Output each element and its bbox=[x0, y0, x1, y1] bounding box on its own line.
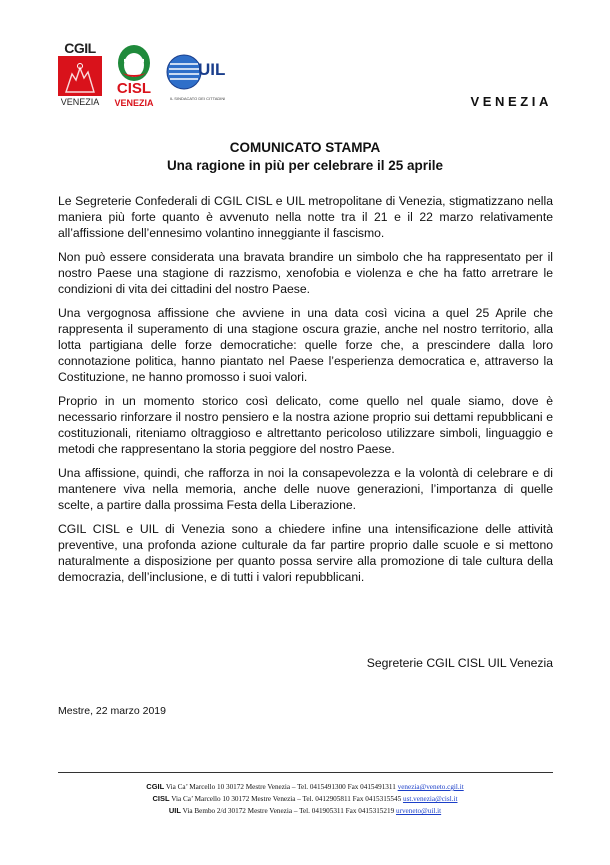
footer-org-name: CGIL bbox=[146, 782, 165, 791]
body-paragraph: CGIL CISL e UIL di Venezia sono a chiedere infine una intensificazione delle attività preventive, una profonda azione culturale da far partire proprio dalle scuole e si mettono naturalmente a disposizione per quanto possa servire alla promozione di tale cultura della democrazia, dell’inclusione, e di tutti i valori repubblicani. bbox=[58, 522, 553, 584]
footer-org-name: CISL bbox=[152, 794, 170, 803]
footer-line-cgil bbox=[0, 781, 610, 793]
uil-logo bbox=[166, 52, 244, 106]
footer-address: Via Ca’ Marcello 10 30172 Mestre Venezia – Tel. 0415491300 Fax 0415491311 bbox=[165, 783, 396, 791]
footer-contacts bbox=[0, 781, 610, 817]
document-date: Mestre, 22 marzo 2019 bbox=[58, 705, 166, 717]
cgil-logo-city: VENEZIA bbox=[60, 97, 100, 107]
footer-divider bbox=[58, 772, 553, 773]
body-paragraph: Proprio in un momento storico così delicato, come quello nel quale siamo, dove è necessario rinforzare il nostro pensiero e la nostra azione proprio sui dettami repubblicani e costituzionali, riteniamo oltraggioso e altrettanto pericoloso utilizzare simboli, linguaggio e metodi che rappresentano la storia peggiore del nostro Paese. bbox=[58, 394, 553, 456]
cisl-logo-city: VENEZIA bbox=[114, 98, 154, 108]
cgil-emblem-icon bbox=[58, 56, 102, 96]
signature: Segreterie CGIL CISL UIL Venezia bbox=[366, 656, 553, 670]
footer-address: Via Bembo 2/d 30172 Mestre Venezia – Tel. 041905311 Fax 0415315219 bbox=[182, 807, 395, 815]
cgil-logo-emblem bbox=[58, 56, 102, 96]
body-paragraph: Le Segreterie Confederali di CGIL CISL e UIL metropolitane di Venezia, stigmatizzano nella maniera più forte quanto è avvenuto nella notte tra il 21 e il 22 marzo relativamente all’affissione dell’ennesimo volantino inneggiante il fascismo. bbox=[58, 194, 553, 240]
cisl-logo bbox=[110, 43, 158, 109]
body-paragraph: Una affissione, quindi, che rafforza in noi la consapevolezza e la volontà di celebrare e di mantenere viva nella memoria, anche delle nuove generazioni, l’importanza di quelle scelte, a partire dalla prossima Festa della Liberazione. bbox=[58, 466, 553, 512]
header-city: VENEZIA bbox=[470, 94, 552, 109]
document-subheading: Una ragione in più per celebrare il 25 aprile bbox=[166, 158, 444, 173]
cgil-logo-word: CGIL bbox=[64, 40, 96, 56]
body-paragraph: Una vergognosa affissione che avviene in una data così vicina a quel 25 Aprile che rappresenta il superamento di una stagione oscura grazie, anche nel nostro territorio, alla lotta partigiana delle forze democratiche: quelle forze che, a prescindere dalla loro connotazione politica, hanno piantato nel Paese l’esperienza democratica e, attraverso la Costituzione, ne hanno promosso i suoi valori. bbox=[58, 306, 553, 384]
footer-address: Via Ca’ Marcello 10 30172 Mestre Venezia – Tel. 0412905811 Fax 0415315545 bbox=[171, 795, 402, 803]
uil-logo-word: UIL bbox=[198, 60, 226, 79]
cgil-logo bbox=[58, 40, 102, 108]
footer-org-name: UIL bbox=[168, 806, 181, 815]
footer-email-link[interactable]: ust.venezia@cisl.it bbox=[402, 795, 458, 803]
body-paragraph: Non può essere considerata una bravata brandire un simbolo che ha rappresentato per il nostro Paese una stagione di razzismo, xenofobia e violenza e che ha fatto arretrare le condizioni di vita dei cittadini del nostro Paese. bbox=[58, 250, 553, 296]
cisl-logo-word: CISL bbox=[116, 80, 152, 97]
footer-email-link[interactable]: urveneto@uil.it bbox=[395, 807, 442, 815]
footer-email-link[interactable]: venezia@veneto.cgil.it bbox=[397, 783, 464, 791]
footer-line-uil bbox=[0, 805, 610, 817]
uil-logo-tagline: IL SINDACATO DEI CITTADINI bbox=[170, 96, 226, 101]
footer-line-cisl bbox=[0, 793, 610, 805]
cisl-emblem-icon bbox=[116, 43, 152, 83]
document-heading: COMUNICATO STAMPA bbox=[229, 140, 381, 155]
press-release-body bbox=[58, 193, 553, 593]
